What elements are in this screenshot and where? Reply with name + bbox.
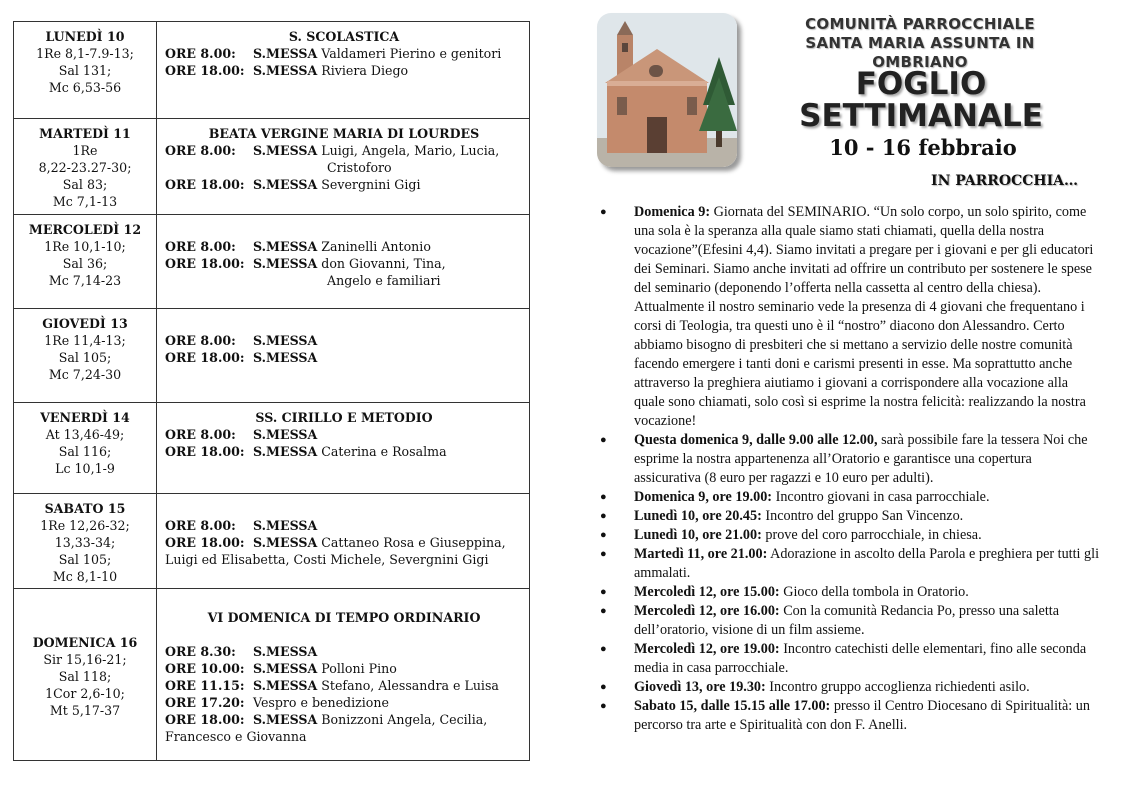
feast-title: BEATA VERGINE MARIA DI LOURDES	[208, 126, 480, 141]
notice-item	[600, 545, 1100, 583]
mass-intention-cont: Angelo e familiari	[327, 273, 441, 288]
notice-lead: Domenica 9, ore 19.00:	[634, 489, 773, 505]
mass-entry	[165, 443, 523, 460]
mass-time: ORE 8.00:	[165, 239, 236, 254]
day-name: MERCOLEDÌ 12	[28, 222, 142, 237]
mass-label: S.MESSA	[253, 46, 318, 61]
mass-label: S.MESSA	[253, 239, 318, 254]
notice-text: Incontro del gruppo San Vincenzo.	[761, 508, 964, 524]
schedule-row	[14, 22, 530, 119]
mass-label: S.MESSA	[253, 535, 318, 550]
mass-entry	[165, 142, 523, 176]
mass-cell	[157, 309, 530, 403]
mass-cell	[157, 589, 530, 761]
mass-intention: Riviera Diego	[321, 63, 409, 78]
mass-entry	[165, 426, 523, 443]
mass-label: S.MESSA	[253, 256, 318, 271]
reading: Sal 131;	[58, 63, 112, 78]
mass-intention: Severgnini Gigi	[321, 177, 421, 192]
mass-time: ORE 18.00:	[165, 256, 245, 271]
mass-entry	[165, 45, 523, 62]
notice-item	[600, 678, 1100, 697]
mass-label: S.MESSA	[253, 333, 318, 348]
mass-entry	[165, 694, 523, 711]
reading: 13,33-34;	[54, 535, 116, 550]
reading: Sal 105;	[58, 552, 112, 567]
notice-lead: Giovedì 13, ore 19.30:	[634, 679, 766, 695]
mass-time: ORE 18.00:	[165, 350, 245, 365]
mass-time: ORE 18.00:	[165, 63, 245, 78]
schedule-row	[14, 403, 530, 494]
notice-text: presso il Centro Diocesano di Spiritualità: un percorso tra arte e Spiritualità con don F. Anelli.	[634, 698, 1090, 733]
mass-time: ORE 8.00:	[165, 46, 236, 61]
notice-list	[600, 203, 1100, 735]
community-name	[760, 15, 1080, 72]
day-name: SABATO 15	[44, 501, 126, 516]
title-line: SETTIMANALE	[799, 98, 1043, 134]
notice-item	[600, 602, 1100, 640]
mass-intention: Stefano, Alessandra e Luisa	[321, 678, 499, 693]
mass-label: S.MESSA	[253, 143, 318, 158]
notice-item	[600, 203, 1100, 431]
schedule-row	[14, 215, 530, 309]
mass-cell	[157, 119, 530, 215]
notice-lead: Questa domenica 9, dalle 9.00 alle 12.00,	[634, 432, 878, 448]
mass-schedule-table	[13, 21, 530, 761]
mass-intention: don Giovanni, Tina,	[321, 256, 446, 271]
notice-item	[600, 526, 1100, 545]
mass-intention: Valdameri Pierino e genitori	[321, 46, 502, 61]
mass-intention: Caterina e Rosalma	[321, 444, 447, 459]
day-cell	[14, 494, 157, 589]
notice-lead: Mercoledì 12, ore 16.00:	[634, 603, 780, 619]
mass-label: S.MESSA	[253, 644, 318, 659]
day-cell	[14, 309, 157, 403]
notice-text: Adorazione in ascolto della Parola e preghiera per tutti gli ammalati.	[634, 546, 1100, 581]
day-name: MARTEDÌ 11	[39, 126, 131, 141]
day-cell	[14, 589, 157, 761]
notice-lead: Lunedì 10, ore 21.00:	[634, 527, 762, 543]
title-line: FOGLIO	[855, 66, 987, 102]
notice-lead: Mercoledì 12, ore 15.00:	[634, 584, 780, 600]
notice-item	[600, 697, 1100, 735]
reading: 1Re 12,26-32;	[40, 518, 130, 533]
reading: 1Re	[72, 143, 98, 158]
day-name: DOMENICA 16	[32, 635, 138, 650]
day-cell	[14, 119, 157, 215]
mass-label: S.MESSA	[253, 350, 318, 365]
reading: Mc 6,53-56	[48, 80, 122, 95]
church-icon	[597, 13, 737, 167]
mass-entry	[165, 677, 523, 694]
notice-text: sarà possibile fare la tessera Noi che esprime la nostra appartenenza all’Oratorio e garantisce una copertura assicurativa (8 euro per ragazzi e 10 euro per adulti).	[634, 432, 1088, 486]
day-name: GIOVEDÌ 13	[42, 316, 128, 331]
notice-lead: Domenica 9:	[634, 204, 711, 220]
reading: Sal 105;	[58, 350, 112, 365]
mass-time: ORE 17.20:	[165, 695, 245, 710]
mass-time: ORE 8.00:	[165, 143, 236, 158]
notice-text: Incontro giovani in casa parrocchiale.	[772, 489, 990, 505]
reading: Sal 36;	[62, 256, 108, 271]
notice-item	[600, 507, 1100, 526]
mass-intention: Polloni Pino	[321, 661, 397, 676]
day-name: LUNEDÌ 10	[45, 29, 125, 44]
feast-title: S. SCOLASTICA	[288, 29, 400, 44]
mass-label: S.MESSA	[253, 177, 318, 192]
mass-entry	[165, 711, 523, 745]
mass-entry	[165, 62, 523, 79]
mass-intention: Cattaneo Rosa e Giuseppina, Luigi ed Elisabetta, Costi Michele, Severgnini Gigi	[165, 535, 506, 567]
reading: Sal 116;	[58, 444, 112, 459]
notice-lead: Lunedì 10, ore 20.45:	[634, 508, 762, 524]
week-dates: 10 - 16 febbraio	[829, 135, 1017, 160]
feast-title	[165, 500, 523, 517]
schedule-row	[14, 589, 530, 761]
reading: 1Re 10,1-10;	[44, 239, 126, 254]
feast-title: SS. CIRILLO E METODIO	[255, 410, 433, 425]
reading: 8,22-23.27-30;	[38, 160, 132, 175]
schedule-row	[14, 119, 530, 215]
notice-lead: Mercoledì 12, ore 19.00:	[634, 641, 780, 657]
mass-time: ORE 18.00:	[165, 177, 245, 192]
mass-entry	[165, 534, 523, 568]
mass-cell	[157, 403, 530, 494]
day-cell	[14, 403, 157, 494]
reading: Mc 7,24-30	[48, 367, 122, 382]
mass-entry	[165, 238, 523, 255]
mass-entry	[165, 349, 523, 366]
mass-intention: Vespro e benedizione	[253, 695, 389, 710]
mass-time: ORE 8.00:	[165, 427, 236, 442]
feast-title	[165, 315, 523, 332]
mass-cell	[157, 22, 530, 119]
day-name: VENERDÌ 14	[40, 410, 130, 425]
reading: 1Cor 2,6-10;	[45, 686, 125, 701]
mass-label: S.MESSA	[253, 444, 318, 459]
bulletin-title	[790, 68, 1052, 132]
reading: Mc 8,1-10	[52, 569, 118, 584]
mass-label: S.MESSA	[253, 678, 318, 693]
mass-entry	[165, 255, 523, 289]
schedule-row	[14, 309, 530, 403]
reading: 1Re 11,4-13;	[44, 333, 126, 348]
mass-intention: Bonizzoni Angela, Cecilia, Francesco e Giovanna	[165, 712, 488, 744]
mass-label: S.MESSA	[253, 712, 318, 727]
notice-lead: Martedì 11, ore 21.00:	[634, 546, 768, 562]
mass-label: S.MESSA	[253, 427, 318, 442]
feast-title: VI DOMENICA DI TEMPO ORDINARIO	[207, 610, 481, 625]
notice-text: Incontro gruppo accoglienza richiedenti asilo.	[765, 679, 1030, 695]
mass-entry	[165, 176, 523, 193]
notice-item	[600, 431, 1100, 488]
mass-entry	[165, 660, 523, 677]
mass-entry	[165, 643, 523, 660]
notice-text: Gioco della tombola in Oratorio.	[779, 584, 969, 600]
mass-label: S.MESSA	[253, 661, 318, 676]
mass-time: ORE 18.00:	[165, 535, 245, 550]
notice-text: Incontro catechisti delle elementari, fino alle seconda media in casa parrocchiale.	[634, 641, 1087, 676]
notice-text: Con la comunità Redancia Po, presso una saletta dell’oratorio, visione di un film assieme.	[634, 603, 1060, 638]
notice-item	[600, 640, 1100, 678]
mass-time: ORE 8.30:	[165, 644, 236, 659]
day-cell	[14, 215, 157, 309]
reading: 1Re 8,1-7.9-13;	[36, 46, 134, 61]
mass-label: S.MESSA	[253, 63, 318, 78]
mass-intention: Zaninelli Antonio	[321, 239, 431, 254]
mass-time: ORE 10.00:	[165, 661, 245, 676]
notice-item	[600, 583, 1100, 602]
reading: Sir 15,16-21;	[43, 652, 127, 667]
section-heading: IN PARROCCHIA…	[931, 173, 1078, 189]
feast-title	[165, 221, 523, 238]
notice-text: Giornata del SEMINARIO. “Un solo corpo, un solo spirito, come una sola è la speranza alla quale siamo stati chiamati, quella della nostra vocazione”(Efesini 4,4). Siamo invitati a pregare per i giovani e per gli educatori dei Seminari. Siamo anche invitati ad offrire un contributo per sostenere le spese del seminario (deponendo l’offerta nella cassetta al centro della chiesa). Attualmente il nostro seminario vede la presenza di 4 giovani che frequentano i corsi di Teologia, tra questi uno è il “nostro” diacono don Alessandro. Certo abbiamo bisogno di presbiteri che si mettano a servizio delle nostre comunità facendo emergere i tanti doni e carismi presenti in esse. Ma soprattutto anche attraverso la preghiera aiutiamo i giovani a corrispondere alla vocazione alla quale sono chiamati, solo così si esprime la nostra felicità: realizzando la nostra vocazione!	[634, 204, 1094, 429]
mass-intention-cont: Cristoforo	[327, 160, 392, 175]
mass-cell	[157, 215, 530, 309]
reading: Lc 10,1-9	[55, 461, 115, 476]
mass-time: ORE 8.00:	[165, 333, 236, 348]
reading: Mt 5,17-37	[49, 703, 121, 718]
community-line: SANTA MARIA ASSUNTA IN OMBRIANO	[805, 34, 1035, 71]
mass-cell	[157, 494, 530, 589]
reading: Sal 83;	[62, 177, 108, 192]
community-line: COMUNITÀ PARROCCHIALE	[805, 15, 1035, 33]
mass-time: ORE 11.15:	[165, 678, 245, 693]
reading: Mc 7,14-23	[48, 273, 122, 288]
reading: Sal 118;	[58, 669, 112, 684]
notice-item	[600, 488, 1100, 507]
mass-intention: Luigi, Angela, Mario, Lucia,	[321, 143, 500, 158]
day-cell	[14, 22, 157, 119]
mass-time: ORE 8.00:	[165, 518, 236, 533]
mass-time: ORE 18.00:	[165, 712, 245, 727]
reading: At 13,46-49;	[45, 427, 125, 442]
notice-lead: Sabato 15, dalle 15.15 alle 17.00:	[634, 698, 831, 714]
schedule-row	[14, 494, 530, 589]
church-photo	[597, 13, 737, 167]
reading: Mc 7,1-13	[52, 194, 118, 209]
mass-entry	[165, 517, 523, 534]
notice-text: prove del coro parrocchiale, in chiesa.	[761, 527, 982, 543]
mass-time: ORE 18.00:	[165, 444, 245, 459]
mass-label: S.MESSA	[253, 518, 318, 533]
mass-entry	[165, 332, 523, 349]
